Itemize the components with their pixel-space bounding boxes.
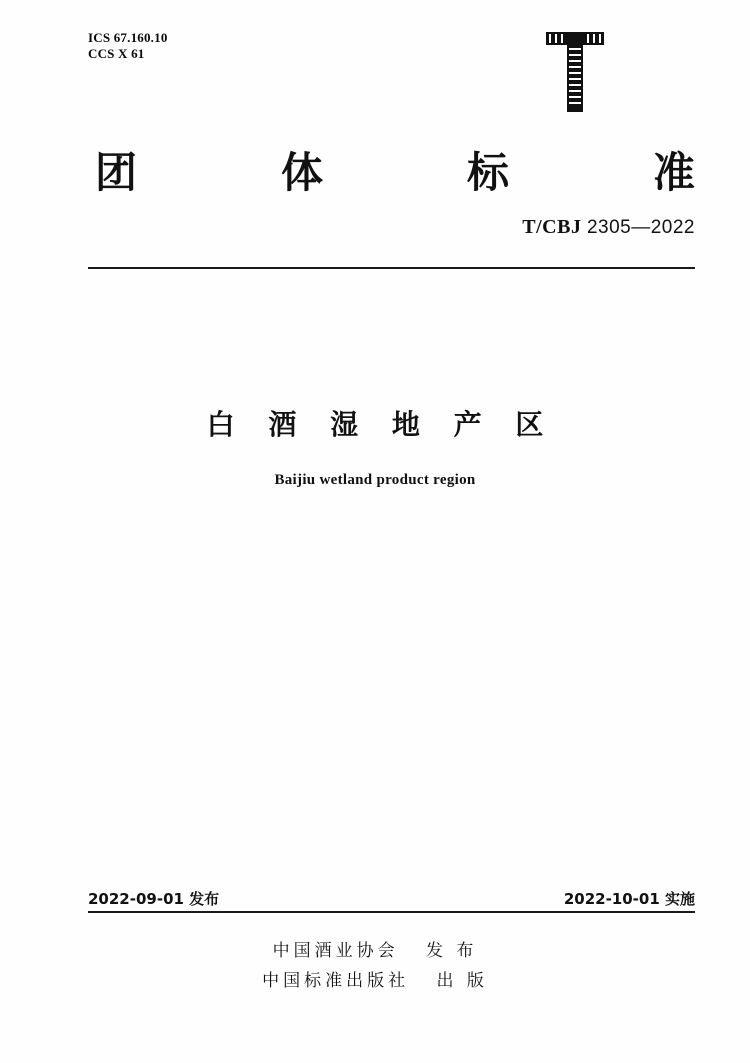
classification-codes [88, 30, 168, 62]
standard-number-prefix: T/CBJ [522, 216, 582, 238]
issuer-action: 发 布 [426, 941, 478, 961]
document-title-en: Baijiu wetland product region [274, 472, 476, 488]
standard-number-value: 2305—2022 [586, 217, 695, 238]
standard-type-heading [95, 140, 695, 200]
effective-date: 2022-10-01 实施 [563, 890, 695, 908]
t-standard-logo-icon [540, 28, 610, 116]
heading-char-1: 团 [95, 148, 138, 197]
publisher-line [0, 966, 750, 991]
publisher-action: 出 版 [436, 971, 488, 991]
heading-char-4: 准 [652, 148, 695, 197]
issuer-organization: 中国酒业协会 [272, 941, 399, 961]
ccs-code: CCS X 61 [88, 46, 145, 61]
document-title-zh: 白 酒 湿 地 产 区 [206, 408, 556, 441]
header-divider [88, 267, 695, 269]
standard-number [522, 216, 695, 239]
ics-code: ICS 67.160.10 [88, 30, 168, 45]
heading-char-2: 体 [280, 148, 323, 197]
heading-char-3: 标 [466, 148, 509, 197]
footer-divider [88, 911, 695, 913]
issuer-line [0, 936, 750, 961]
publisher-organization: 中国标准出版社 [262, 971, 410, 991]
issue-date: 2022-09-01 发布 [88, 890, 220, 908]
